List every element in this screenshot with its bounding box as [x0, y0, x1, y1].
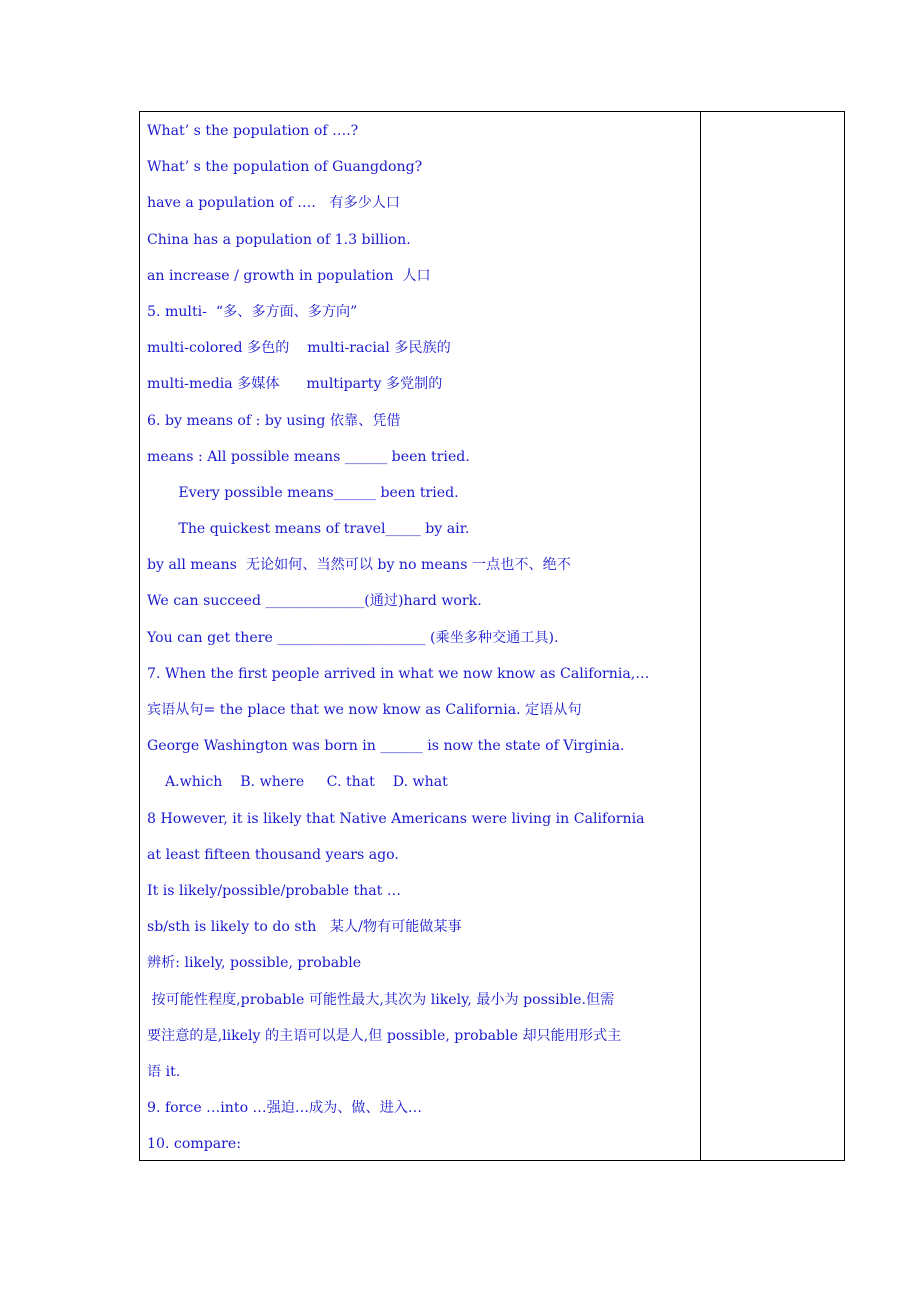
text-line: China has a population of 1.3 billion. — [147, 231, 411, 248]
text-line: 要注意的是,likely 的主语可以是人,但 possible, probable 却只能用形式主 — [147, 1027, 622, 1044]
text-line: The quickest means of travel_____ by air. — [147, 521, 470, 538]
text-line: It is likely/possible/probable that … — [147, 882, 401, 899]
text-line: George Washington was born in ______ is now the state of Virginia. — [147, 738, 625, 755]
text-line: multi-media 多媒体 multiparty 多党制的 — [147, 376, 443, 393]
text-line: We can succeed ______________(通过)hard work. — [147, 593, 482, 610]
text-line: multi-colored 多色的 multi-racial 多民族的 — [147, 340, 451, 357]
text-line: 7. When the first people arrived in what we now know as California,… — [147, 665, 650, 682]
text-line: 6. by means of : by using 依靠、凭借 — [147, 412, 401, 429]
text-line: 5. multi- “多、多方面、多方向” — [147, 303, 358, 320]
text-line: Every possible means______ been tried. — [147, 484, 459, 501]
text-line: means : All possible means ______ been tried. — [147, 448, 470, 465]
text-line: an increase / growth in population 人口 — [147, 267, 431, 284]
text-line: 10. compare: — [147, 1136, 242, 1153]
text-line: 语 it. — [147, 1063, 181, 1080]
text-line: by all means 无论如何、当然可以 by no means 一点也不、绝不 — [147, 557, 571, 574]
text-line: have a population of …. 有多少人口 — [147, 195, 400, 212]
text-line: What’ s the population of Guangdong? — [147, 159, 423, 176]
text-line: 辨析: likely, possible, probable — [147, 955, 362, 972]
notes-cell — [147, 119, 703, 1168]
text-line: 9. force …into …强迫…成为、做、进入… — [147, 1100, 422, 1117]
text-line: sb/sth is likely to do sth 某人/物有可能做某事 — [147, 919, 462, 936]
text-line: at least fifteen thousand years ago. — [147, 846, 399, 863]
text-line: 按可能性程度,probable 可能性最大,其次为 likely, 最小为 possible.但需 — [147, 991, 615, 1008]
text-line: What’ s the population of ….? — [147, 123, 359, 139]
text-line: 宾语从句= the place that we now know as California. 定语从句 — [147, 702, 582, 718]
text-line: A.which B. where C. that D. what — [147, 774, 448, 791]
text-line: 8 However, it is likely that Native Americans were living in California — [147, 810, 645, 827]
text-line: You can get there _____________________ (乘坐多种交通工具). — [147, 629, 559, 646]
